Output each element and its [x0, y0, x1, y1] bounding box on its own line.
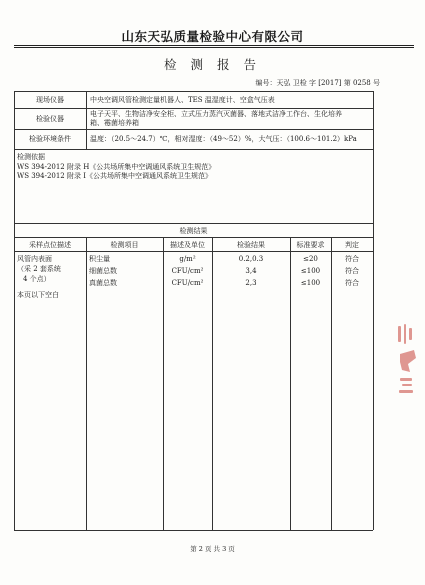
table-border-right — [373, 91, 374, 530]
official-seal-stamp — [394, 320, 422, 400]
row-divider — [14, 129, 373, 130]
report-number: 编号：天弘 卫检 字 [2017] 第 0258 号 — [255, 79, 380, 87]
column-header-location: 采样点位描述 — [29, 241, 71, 249]
env-value: 温度：（20.5～24.7）℃，相对湿度：（49～52）%，大气压：（100.6～101.2）kPa — [90, 135, 357, 143]
basis-label: 检测依据 — [17, 153, 45, 161]
lab-instrument-label: 检验仪器 — [36, 115, 64, 123]
row-item: 真菌总数 — [89, 279, 117, 287]
company-name: 山东天弘质量检验中心有限公司 — [121, 29, 304, 44]
location-line-1: 风管内表面 — [17, 255, 52, 263]
row-divider — [14, 237, 373, 238]
lab-instrument-value-line1: 电子天平、生物洁净安全柜、立式压力蒸汽灭菌器、落地式洁净工作台、生化培养 — [90, 110, 342, 118]
table-border-top — [14, 91, 373, 92]
row-result: 0.2,0.3 — [238, 255, 264, 263]
row-standard: ≤100 — [300, 267, 321, 275]
row-unit: CFU/cm² — [171, 267, 204, 275]
results-section-title: 检测结果 — [179, 227, 208, 235]
basis-line-1: WS 394-2012 附录 H《公共场所集中空调通风系统卫生规范》 — [17, 163, 216, 171]
row-divider — [14, 251, 373, 252]
row-result: 2,3 — [245, 279, 257, 287]
column-header-verdict: 判定 — [345, 241, 359, 249]
column-header-result: 检验结果 — [237, 241, 265, 249]
column-header-standard: 标准要求 — [296, 241, 325, 249]
row-item: 积尘量 — [89, 255, 110, 263]
header-rule-top — [14, 45, 414, 46]
row-verdict: 符合 — [345, 255, 359, 263]
table-border-left — [14, 91, 15, 530]
row-result: 3,4 — [245, 267, 257, 275]
column-header-unit: 描述及单位 — [170, 241, 205, 249]
row-divider — [14, 223, 373, 224]
site-instrument-label: 现场仪器 — [36, 96, 64, 104]
site-instrument-value: 中央空调风管检测定量机器人、TES 温湿度计、空盒气压表 — [90, 96, 275, 104]
row-verdict: 符合 — [345, 267, 359, 275]
location-line-3: 4 个点） — [23, 275, 51, 283]
results-column-divider — [86, 237, 87, 530]
row-divider — [14, 149, 373, 150]
row-verdict: 符合 — [345, 279, 359, 287]
column-header-item: 检测项目 — [110, 241, 139, 249]
location-line-2: （采 2 套系统 — [17, 265, 61, 273]
page-footer: 第 2 页 共 3 页 — [190, 545, 235, 553]
env-label: 检验环境条件 — [29, 135, 71, 143]
header-rule-bottom — [14, 47, 414, 48]
row-standard: ≤100 — [300, 279, 321, 287]
report-title: 检 测 报 告 — [164, 57, 261, 72]
basis-line-2: WS 394-2012 附录 I《公共场所集中空调通风系统卫生规范》 — [17, 172, 212, 180]
blank-below-note: 本页以下空白 — [17, 291, 59, 299]
table-border-bottom — [14, 530, 373, 531]
label-column-divider — [86, 91, 87, 149]
row-unit: CFU/cm² — [171, 279, 204, 287]
row-unit: g/m² — [179, 255, 196, 263]
row-item: 细菌总数 — [89, 267, 117, 275]
row-standard: ≤20 — [303, 255, 318, 263]
lab-instrument-value-line2: 箱、霉菌培养箱 — [90, 119, 139, 127]
